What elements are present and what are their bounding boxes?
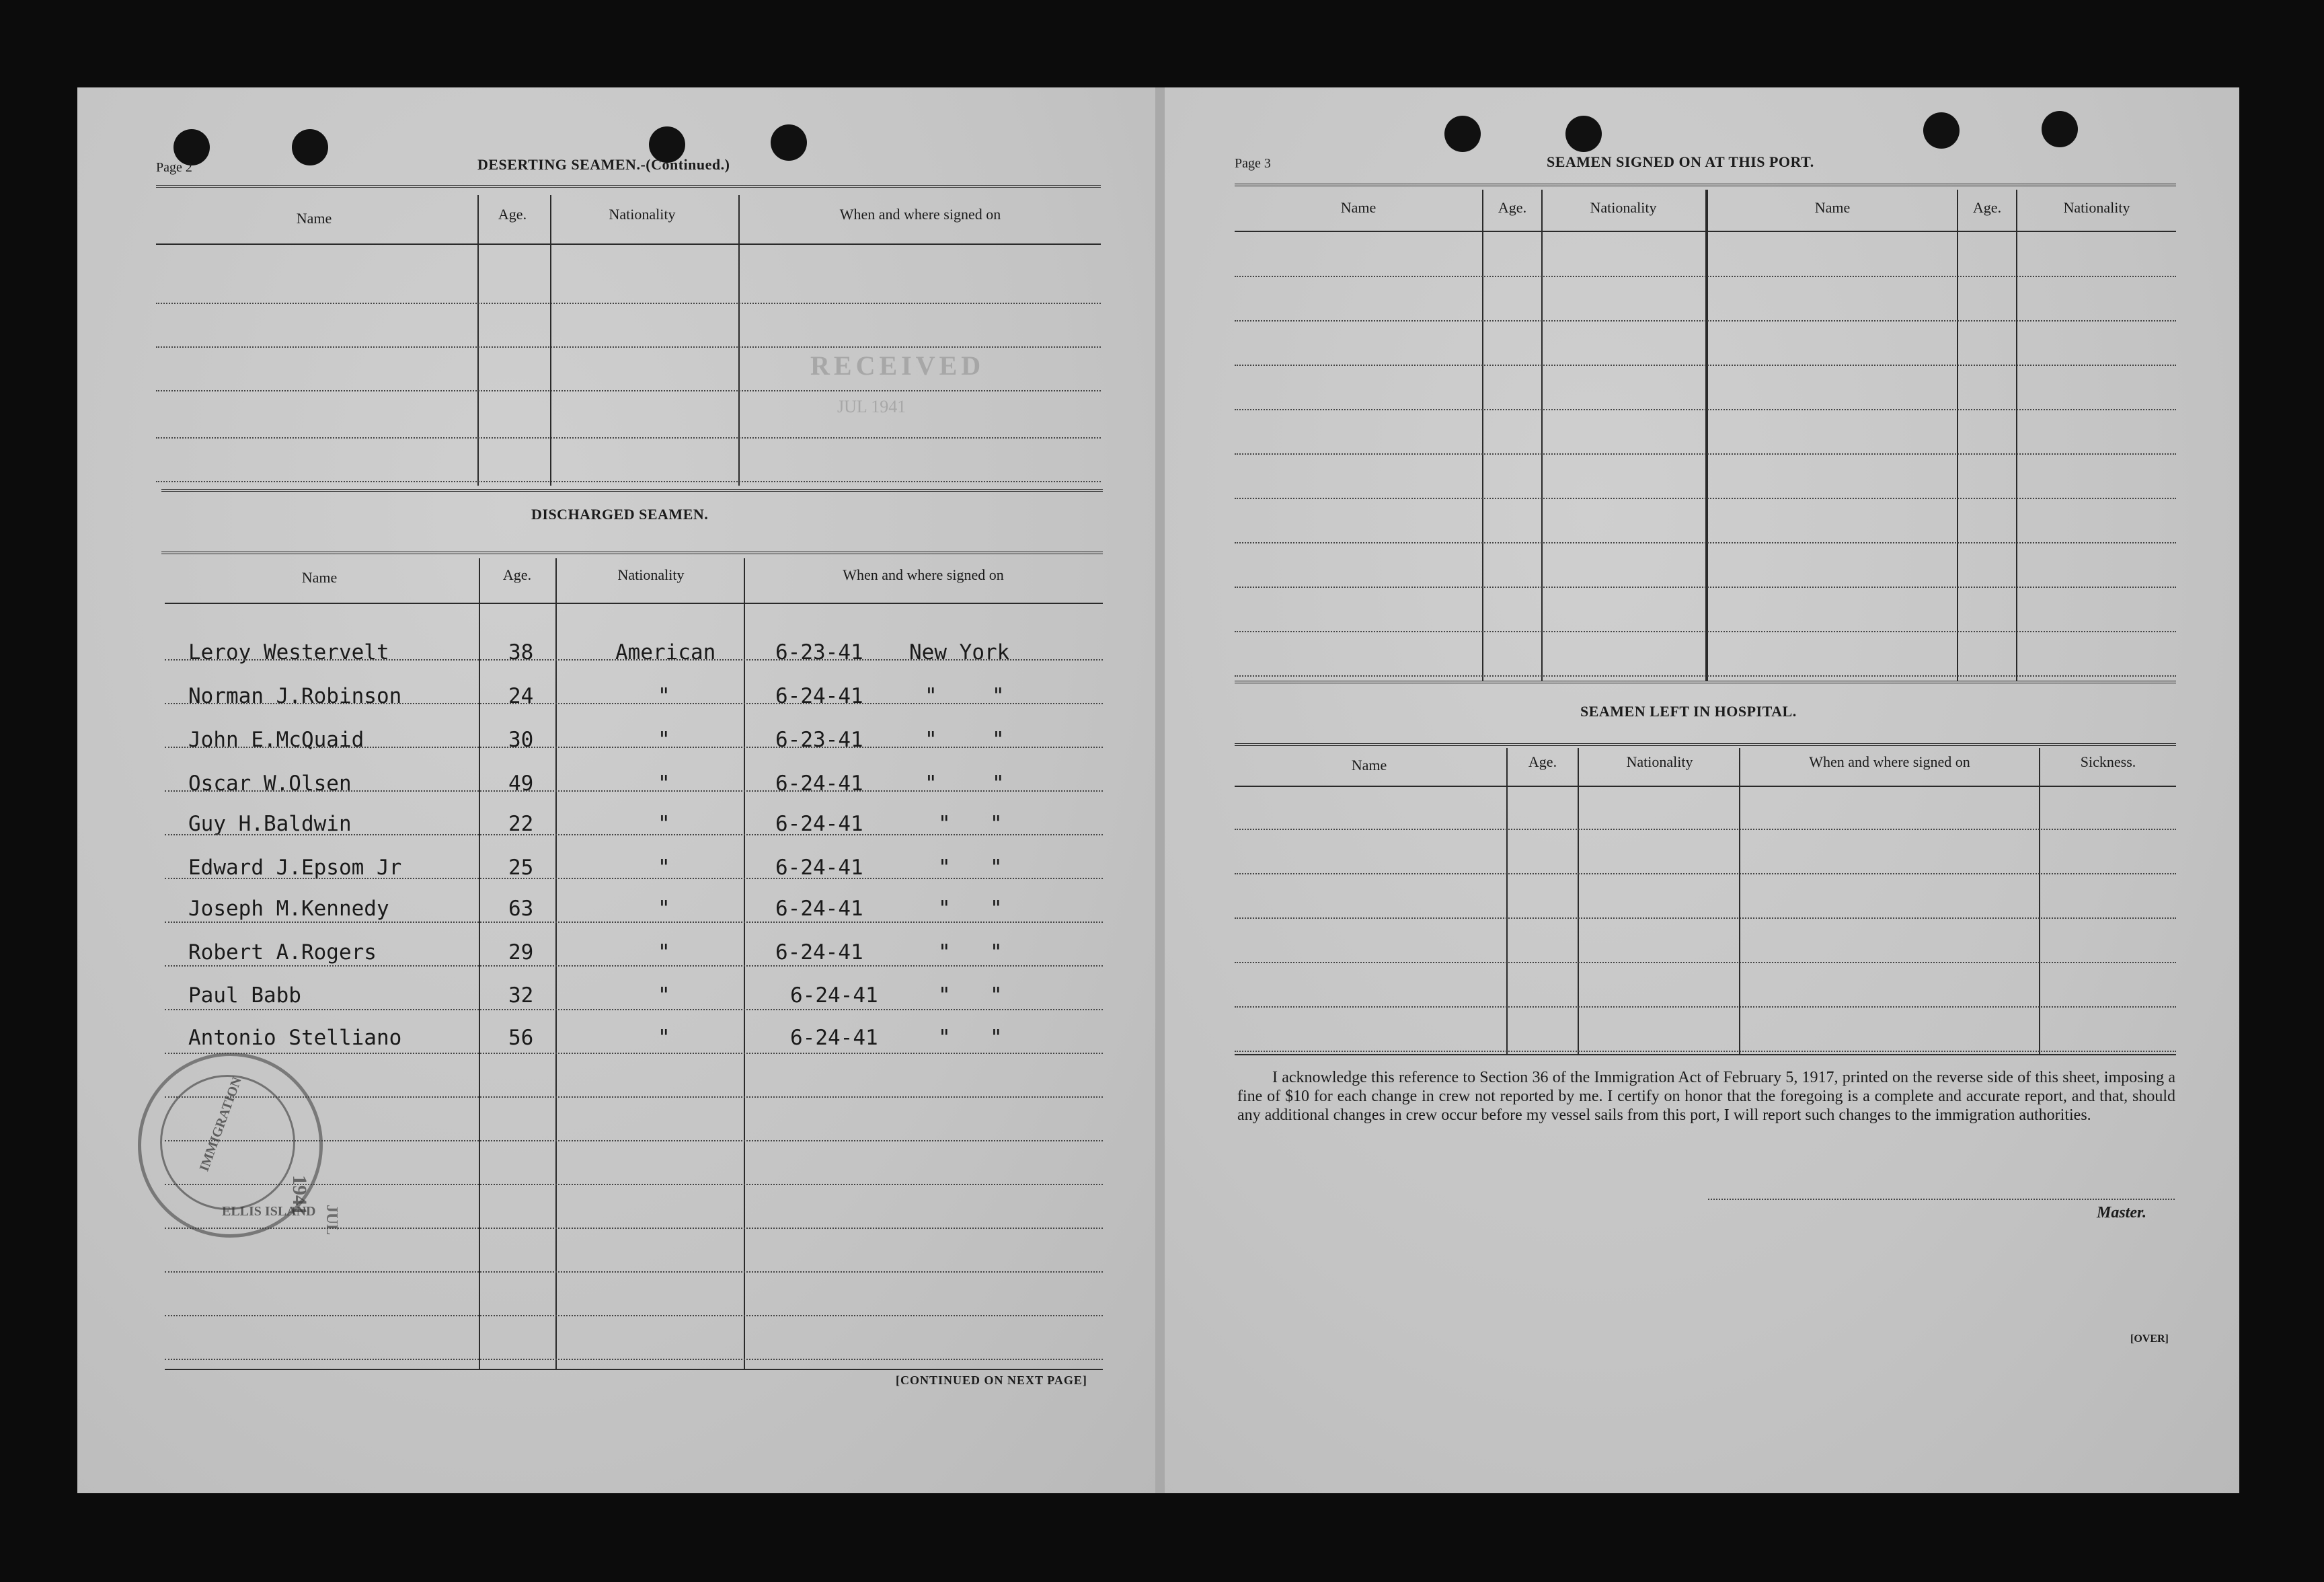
col-header-sickness: Sickness. — [2080, 753, 2136, 770]
rule — [1235, 786, 2176, 787]
column-divider — [1482, 190, 1483, 681]
rule — [165, 603, 1103, 604]
signed-on-place: " — [925, 728, 937, 752]
row-line — [165, 834, 1103, 835]
rule — [165, 1369, 1103, 1370]
row-line — [1235, 631, 2176, 632]
row-line — [165, 1009, 1103, 1010]
punch-hole — [1923, 112, 1960, 149]
discharged-seamen-title: DISCHARGED SEAMEN. — [531, 506, 709, 523]
seaman-age: 56 — [508, 1026, 534, 1050]
col-header-age: Age. — [1498, 199, 1527, 216]
row-line — [1235, 873, 2176, 874]
signed-on-date: 6-24-41 — [775, 940, 863, 965]
deserting-seamen-title: DESERTING SEAMEN.-(Continued.) — [477, 156, 730, 173]
signed-on-place-ditto: " — [990, 897, 1003, 921]
row-line — [165, 965, 1103, 967]
column-divider — [1957, 190, 1958, 681]
col-header-nationality: Nationality — [617, 566, 685, 583]
seaman-name: John E.McQuaid — [188, 728, 364, 752]
col-header-age: Age. — [1528, 753, 1557, 770]
seaman-nationality: American — [615, 640, 716, 665]
seaman-age: 24 — [508, 684, 534, 708]
signed-on-place-ditto: " — [992, 771, 1005, 796]
row-line — [165, 703, 1103, 704]
seaman-nationality: " — [658, 728, 670, 752]
signed-on-place: " — [938, 1026, 951, 1050]
col-header-age: Age. — [502, 566, 532, 583]
row-line — [1235, 1006, 2176, 1008]
seaman-name: Paul Babb — [188, 983, 301, 1008]
col-header-name: Name — [296, 210, 332, 227]
col-header-name: Name — [1814, 199, 1851, 216]
signed-on-place: " — [925, 771, 937, 796]
rule — [1235, 184, 2176, 186]
rule — [1235, 743, 2176, 746]
col-header-nationality: Nationality — [2063, 199, 2130, 216]
col-header-nationality: Nationality — [1626, 753, 1693, 770]
row-line — [1235, 542, 2176, 543]
seaman-name: Joseph M.Kennedy — [188, 897, 389, 921]
stamp-text: 1941 — [288, 1175, 311, 1215]
signed-on-date: 6-24-41 — [775, 684, 863, 708]
seaman-nationality: " — [658, 897, 670, 921]
seaman-nationality: " — [658, 940, 670, 965]
signed-on-place-ditto: " — [990, 812, 1003, 836]
continued-note: [CONTINUED ON NEXT PAGE] — [896, 1373, 1087, 1387]
signed-on-place: " — [938, 897, 951, 921]
col-header-when-where: When and where signed on — [839, 206, 1001, 223]
signed-on-place-ditto: " — [992, 728, 1005, 752]
stamp-text: ELLIS ISLAND — [222, 1204, 316, 1219]
col-header-nationality: Nationality — [1590, 199, 1657, 216]
row-line — [165, 747, 1103, 748]
signed-on-place-ditto: " — [990, 940, 1003, 965]
row-line — [165, 1228, 1103, 1229]
seaman-nationality: " — [658, 856, 670, 880]
row-line — [165, 1271, 1103, 1273]
signed-on-date: 6-24-41 — [775, 771, 863, 796]
hospital-title: SEAMEN LEFT IN HOSPITAL. — [1580, 703, 1797, 720]
column-divider — [479, 558, 480, 1369]
received-stamp-date: JUL 1941 — [837, 397, 906, 416]
seaman-name: Guy H.Baldwin — [188, 812, 352, 836]
punch-hole — [1565, 116, 1602, 152]
seaman-age: 25 — [508, 856, 534, 880]
signed-on-place-ditto: " — [990, 1026, 1003, 1050]
signed-on-date: 6-24-41 — [790, 983, 878, 1008]
column-divider — [550, 195, 551, 486]
row-line — [1235, 917, 2176, 919]
row-line — [1235, 365, 2176, 366]
rule — [161, 552, 1103, 554]
row-line — [156, 303, 1101, 304]
column-divider — [744, 558, 745, 1369]
master-signature-line[interactable] — [1708, 1199, 2175, 1200]
column-divider — [1578, 748, 1579, 1054]
seaman-name: Leroy Westervelt — [188, 640, 389, 665]
seaman-age: 49 — [508, 771, 534, 796]
seaman-nationality: " — [658, 771, 670, 796]
row-line — [1235, 409, 2176, 410]
signed-on-place: " — [938, 983, 951, 1008]
rule — [161, 489, 1103, 492]
column-divider — [477, 195, 479, 486]
column-divider — [1705, 190, 1708, 681]
seaman-nationality: " — [658, 1026, 670, 1050]
rule — [1235, 1054, 2176, 1055]
seaman-nationality: " — [658, 983, 670, 1008]
punch-hole — [2042, 111, 2078, 147]
page-label: Page 3 — [1235, 156, 1271, 171]
col-header-age: Age. — [498, 206, 527, 223]
signed-on-date: 6-23-41 — [775, 728, 863, 752]
row-line — [156, 390, 1101, 391]
seaman-age: 63 — [508, 897, 534, 921]
signed-on-title: SEAMEN SIGNED ON AT THIS PORT. — [1547, 153, 1814, 170]
row-line — [156, 346, 1101, 348]
over-label: [OVER] — [2130, 1333, 2169, 1345]
seaman-age: 32 — [508, 983, 534, 1008]
page-label: Page 2 — [156, 160, 192, 175]
row-line — [1235, 276, 2176, 277]
stamp-text: IMMIGRATION — [196, 1075, 245, 1174]
column-divider — [2039, 748, 2040, 1054]
seaman-age: 29 — [508, 940, 534, 965]
right-page — [1160, 87, 2239, 1493]
seaman-name: Norman J.Robinson — [188, 684, 402, 708]
seaman-name: Oscar W.Olsen — [188, 771, 352, 796]
punch-hole — [292, 129, 328, 165]
signed-on-date: 6-24-41 — [775, 897, 863, 921]
col-header-nationality: Nationality — [609, 206, 676, 223]
signed-on-place: " — [938, 812, 951, 836]
seaman-nationality: " — [658, 684, 670, 708]
signed-on-date: 6-24-41 — [790, 1026, 878, 1050]
row-line — [165, 659, 1103, 661]
rule — [1235, 681, 2176, 683]
col-header-name: Name — [1340, 199, 1377, 216]
col-header-when-where: When and where signed on — [1809, 753, 1970, 770]
signed-on-place: " — [925, 684, 937, 708]
seaman-age: 38 — [508, 640, 534, 665]
column-divider — [1739, 748, 1740, 1054]
signed-on-place: New York — [909, 640, 1010, 665]
signed-on-place-ditto: " — [992, 684, 1005, 708]
col-header-name: Name — [1351, 757, 1387, 774]
row-line — [1235, 962, 2176, 963]
signed-on-place-ditto: " — [990, 983, 1003, 1008]
signed-on-place: " — [938, 940, 951, 965]
row-line — [1235, 829, 2176, 830]
received-stamp: RECEIVED — [810, 350, 985, 381]
punch-hole — [771, 124, 807, 161]
row-line — [165, 921, 1103, 923]
col-header-age: Age. — [1972, 199, 2002, 216]
punch-hole — [1444, 116, 1481, 152]
col-header-name: Name — [301, 569, 338, 586]
col-header-when-where: When and where signed on — [843, 566, 1004, 583]
row-line — [1235, 587, 2176, 588]
master-label: Master. — [2097, 1204, 2147, 1221]
signed-on-date: 6-24-41 — [775, 812, 863, 836]
page-fold — [1155, 87, 1165, 1493]
row-line — [165, 878, 1103, 879]
seaman-name: Robert A.Rogers — [188, 940, 377, 965]
row-line — [156, 481, 1101, 482]
row-line — [165, 1315, 1103, 1316]
seaman-age: 30 — [508, 728, 534, 752]
rule — [156, 243, 1101, 245]
column-divider — [738, 195, 740, 486]
rule — [156, 185, 1101, 188]
row-line — [165, 1359, 1103, 1360]
seaman-name: Edward J.Epsom Jr — [188, 856, 402, 880]
signed-on-place-ditto: " — [990, 856, 1003, 880]
seaman-name: Antonio Stelliano — [188, 1026, 402, 1050]
column-divider — [2016, 190, 2017, 681]
acknowledgement-paragraph: I acknowledge this reference to Section 36 of the Immigration Act of February 5, 1917, printed on the reverse side of this sheet, imposing a fine of $10 for each change in crew not reported by me. I certify on honor that the foregoing is a complete and accurate report, and that, should any additional changes in crew occur before my vessel sails from this port, I will report such changes to the immigration authorities. — [1237, 1069, 2175, 1124]
row-line — [165, 790, 1103, 792]
column-divider — [1506, 748, 1508, 1054]
column-divider — [1541, 190, 1543, 681]
row-line — [1235, 1051, 2176, 1052]
row-line — [165, 1053, 1103, 1054]
signed-on-date: 6-24-41 — [775, 856, 863, 880]
signed-on-date: 6-23-41 — [775, 640, 863, 665]
row-line — [1235, 675, 2176, 677]
seaman-age: 22 — [508, 812, 534, 836]
row-line — [1235, 320, 2176, 322]
row-line — [1235, 453, 2176, 455]
seaman-nationality: " — [658, 812, 670, 836]
signed-on-place: " — [938, 856, 951, 880]
column-divider — [555, 558, 557, 1369]
row-line — [1235, 498, 2176, 499]
row-line — [156, 437, 1101, 439]
stamp-text: JUL — [323, 1204, 341, 1236]
